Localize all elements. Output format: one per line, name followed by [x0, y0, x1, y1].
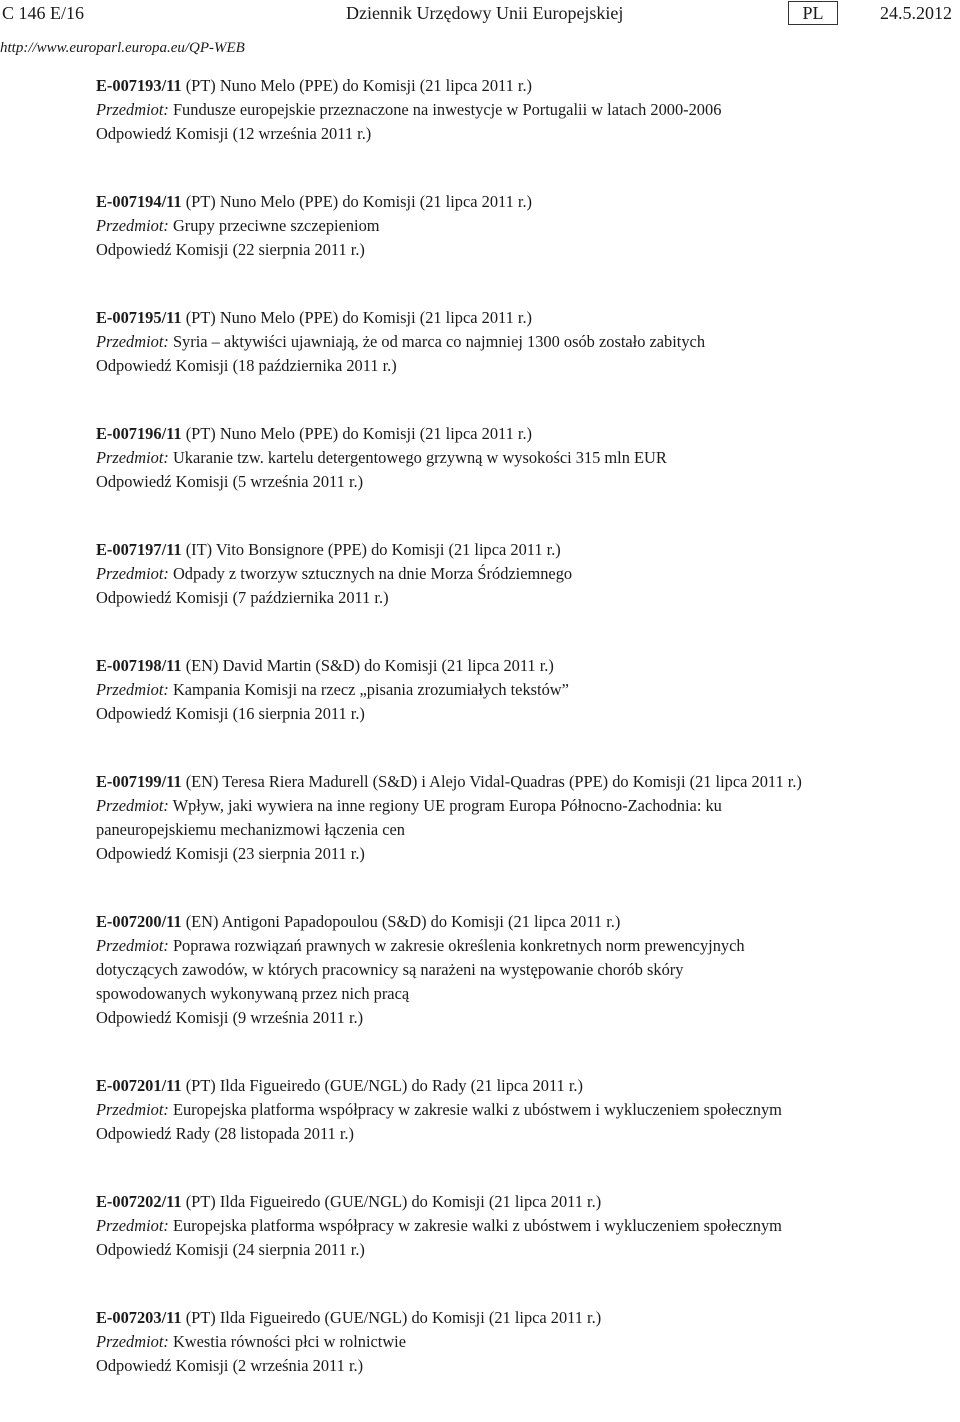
subject-text: Kwestia równości płci w rolnictwie	[168, 1332, 406, 1351]
question-authors: (PT) Ilda Figueiredo (GUE/NGL) do Rady (21 lipca 2011 r.)	[181, 1076, 583, 1095]
question-entry	[96, 1306, 946, 1378]
subject-text: Wpływ, jaki wywiera na inne regiony UE program Europa Północno-Zachodnia: ku paneuropejskiemu mechanizmowi łączenia cen	[96, 796, 722, 839]
question-subject	[96, 214, 946, 238]
subject-label: Przedmiot:	[96, 216, 169, 235]
question-number: E-007198/11	[96, 656, 182, 675]
question-number: E-007196/11	[96, 424, 182, 443]
question-number: E-007203/11	[96, 1308, 182, 1327]
question-authors: (PT) Ilda Figueiredo (GUE/NGL) do Komisji (21 lipca 2011 r.)	[181, 1308, 602, 1327]
question-entry	[96, 770, 946, 866]
question-number: E-007200/11	[96, 912, 182, 931]
answer-line: Odpowiedź Komisji (5 września 2011 r.)	[96, 472, 364, 491]
question-subject	[96, 98, 946, 122]
subject-label: Przedmiot:	[96, 564, 169, 583]
journal-title: Dziennik Urzędowy Unii Europejskiej	[346, 3, 624, 23]
page-reference: C 146 E/16	[2, 3, 85, 23]
question-header	[96, 422, 946, 446]
question-entry	[96, 422, 946, 494]
question-authors: (PT) Nuno Melo (PPE) do Komisji (21 lipca 2011 r.)	[181, 308, 533, 327]
question-entry	[96, 306, 946, 378]
source-url[interactable]: http://www.europarl.europa.eu/QP-WEB	[0, 40, 245, 56]
subject-label: Przedmiot:	[96, 1332, 169, 1351]
question-authors: (PT) Nuno Melo (PPE) do Komisji (21 lipca 2011 r.)	[181, 192, 533, 211]
answer-line: Odpowiedź Komisji (22 sierpnia 2011 r.)	[96, 240, 365, 259]
question-subject	[96, 562, 946, 586]
answer-line: Odpowiedź Komisji (12 września 2011 r.)	[96, 124, 372, 143]
subject-text: Syria – aktywiści ujawniają, że od marca co najmniej 1300 osób zostało zabitych	[168, 332, 706, 351]
question-header	[96, 1074, 946, 1098]
subject-label: Przedmiot:	[96, 796, 169, 815]
subject-text: Kampania Komisji na rzecz „pisania zrozumiałych tekstów”	[168, 680, 569, 699]
question-subject	[96, 678, 946, 702]
subject-text: Poprawa rozwiązań prawnych w zakresie określenia konkretnych norm prewencyjnych dotyczących zawodów, w których pracownicy są narażeni na występowanie chorób skóry spowodowanych wykonywaną przez nich pracą	[96, 936, 745, 1003]
question-list	[96, 74, 946, 1422]
question-number: E-007195/11	[96, 308, 182, 327]
question-authors: (PT) Ilda Figueiredo (GUE/NGL) do Komisji (21 lipca 2011 r.)	[181, 1192, 602, 1211]
question-number: E-007193/11	[96, 76, 182, 95]
question-header	[96, 1190, 946, 1214]
question-authors: (IT) Vito Bonsignore (PPE) do Komisji (21 lipca 2011 r.)	[181, 540, 561, 559]
question-header	[96, 910, 946, 934]
language-box: PL	[788, 1, 838, 25]
question-header	[96, 74, 946, 98]
subject-label: Przedmiot:	[96, 680, 169, 699]
subject-text: Europejska platforma współpracy w zakresie walki z ubóstwem i wykluczeniem społecznym	[168, 1100, 782, 1119]
question-number: E-007199/11	[96, 772, 182, 791]
question-header	[96, 190, 946, 214]
question-entry	[96, 538, 946, 610]
question-number: E-007197/11	[96, 540, 182, 559]
question-subject	[96, 1098, 946, 1122]
answer-line: Odpowiedź Komisji (18 października 2011 r.)	[96, 356, 397, 375]
subject-text: Ukaranie tzw. kartelu detergentowego grzywną w wysokości 315 mln EUR	[168, 448, 667, 467]
answer-line: Odpowiedź Komisji (7 października 2011 r.)	[96, 588, 389, 607]
answer-line: Odpowiedź Rady (28 listopada 2011 r.)	[96, 1124, 354, 1143]
answer-line: Odpowiedź Komisji (23 sierpnia 2011 r.)	[96, 844, 365, 863]
question-subject	[96, 330, 946, 354]
subject-text: Fundusze europejskie przeznaczone na inwestycje w Portugalii w latach 2000-2006	[168, 100, 722, 119]
question-authors: (EN) Antigoni Papadopoulou (S&D) do Komisji (21 lipca 2011 r.)	[181, 912, 621, 931]
subject-label: Przedmiot:	[96, 1100, 169, 1119]
question-header	[96, 306, 946, 330]
question-number: E-007202/11	[96, 1192, 182, 1211]
answer-line: Odpowiedź Komisji (16 sierpnia 2011 r.)	[96, 704, 365, 723]
page-header	[0, 0, 960, 30]
subject-label: Przedmiot:	[96, 332, 169, 351]
subject-label: Przedmiot:	[96, 100, 169, 119]
question-subject	[96, 1214, 946, 1238]
question-header	[96, 770, 946, 794]
question-entry	[96, 654, 946, 726]
subject-text: Odpady z tworzyw sztucznych na dnie Morza Śródziemnego	[168, 564, 573, 583]
answer-line: Odpowiedź Komisji (2 września 2011 r.)	[96, 1356, 364, 1375]
subject-label: Przedmiot:	[96, 448, 169, 467]
answer-line: Odpowiedź Komisji (9 września 2011 r.)	[96, 1008, 364, 1027]
question-subject	[96, 794, 766, 842]
subject-text: Europejska platforma współpracy w zakresie walki z ubóstwem i wykluczeniem społecznym	[168, 1216, 782, 1235]
question-number: E-007201/11	[96, 1076, 182, 1095]
subject-text: Grupy przeciwne szczepieniom	[168, 216, 380, 235]
question-number: E-007194/11	[96, 192, 182, 211]
question-entry	[96, 910, 946, 1030]
subject-label: Przedmiot:	[96, 936, 169, 955]
subject-label: Przedmiot:	[96, 1216, 169, 1235]
question-header	[96, 1306, 946, 1330]
question-header	[96, 538, 946, 562]
question-entry	[96, 1190, 946, 1262]
question-authors: (EN) David Martin (S&D) do Komisji (21 lipca 2011 r.)	[181, 656, 554, 675]
question-subject	[96, 1330, 946, 1354]
question-authors: (PT) Nuno Melo (PPE) do Komisji (21 lipca 2011 r.)	[181, 424, 533, 443]
question-entry	[96, 74, 946, 146]
question-authors: (PT) Nuno Melo (PPE) do Komisji (21 lipca 2011 r.)	[181, 76, 533, 95]
question-entry	[96, 190, 946, 262]
answer-line: Odpowiedź Komisji (24 sierpnia 2011 r.)	[96, 1240, 365, 1259]
question-authors: (EN) Teresa Riera Madurell (S&D) i Alejo Vidal-Quadras (PPE) do Komisji (21 lipca 2011 r.)	[181, 772, 802, 791]
question-header	[96, 654, 946, 678]
question-subject	[96, 446, 946, 470]
question-subject	[96, 934, 791, 1006]
question-entry	[96, 1074, 946, 1146]
publication-date: 24.5.2012	[880, 3, 952, 23]
